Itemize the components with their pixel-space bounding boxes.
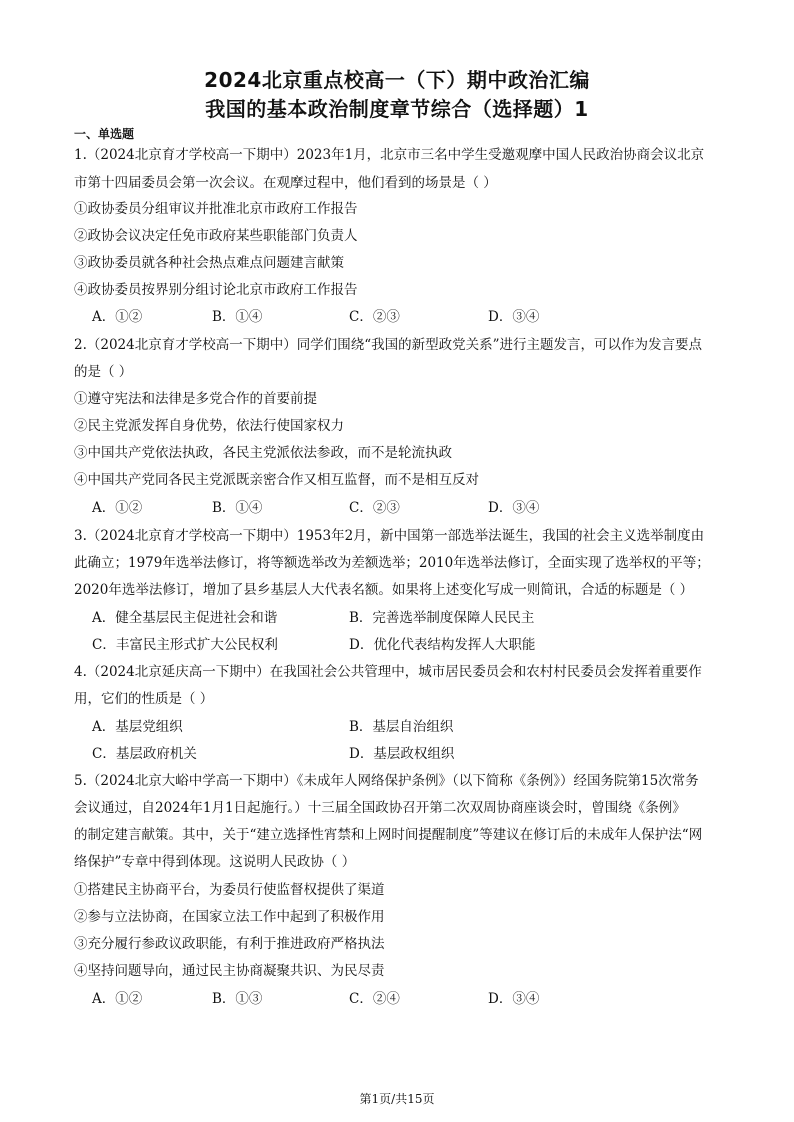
q4-option-c[interactable]: C．基层政府机关 (92, 746, 197, 762)
q5-option-b[interactable]: B．①③ (212, 991, 263, 1007)
q1-statement: ②政协会议决定任免市政府某些职能部门负责人 (74, 228, 358, 244)
q1-statement: ①政协委员分组审议并批准北京市政府工作报告 (74, 201, 358, 217)
q3-stem: 3.（2024北京育才学校高一下期中）1953年2月，新中国第一部选举法诞生，我国的社会主义选举制度由 (74, 528, 705, 544)
q4-stem: 4.（2024北京延庆高一下期中）在我国社会公共管理中，城市居民委员会和农村村民委员会发挥着重要作 (74, 664, 702, 680)
q5-stem: 络保护”专章中得到体现。这说明人民政协（ ） (74, 854, 356, 870)
q5-statement: ②参与立法协商，在国家立法工作中起到了积极作用 (74, 909, 385, 925)
q5-stem: 会议通过，自2024年1月1日起施行。）十三届全国政协召开第二次双周协商座谈会时，曾围绕《条例》 (74, 800, 686, 816)
q2-stem: 的是（ ） (74, 364, 133, 380)
document-title: 2024北京重点校高一（下）期中政治汇编 (204, 68, 590, 92)
q3-option-c[interactable]: C．丰富民主形式扩大公民权利 (92, 637, 278, 653)
q4-option-b[interactable]: B．基层自治组织 (349, 719, 454, 735)
q5-option-c[interactable]: C．②④ (349, 991, 400, 1007)
q3-stem: 2020年选举法修订，增加了县乡基层人大代表名额。如果将上述变化写成一则简讯，合适的标题是（ ） (74, 582, 694, 598)
page-number: 第1页/共15页 (359, 1092, 435, 1106)
q2-option-d[interactable]: D．③④ (488, 500, 540, 516)
q4-stem: 用，它们的性质是（ ） (74, 691, 214, 707)
q1-option-c[interactable]: C．②③ (349, 309, 400, 325)
q3-option-a[interactable]: A．健全基层民主促进社会和谐 (92, 610, 278, 626)
q5-option-d[interactable]: D．③④ (488, 991, 540, 1007)
q1-statement: ③政协委员就各种社会热点难点问题建言献策 (74, 255, 344, 271)
q1-option-b[interactable]: B．①④ (212, 309, 263, 325)
q4-option-a[interactable]: A．基层党组织 (92, 719, 183, 735)
q3-stem: 此确立；1979年选举法修订，将等额选举改为差额选举；2010年选举法修订，全面实现了选举权的平等； (74, 555, 710, 571)
q2-statement: ①遵守宪法和法律是多党合作的首要前提 (74, 391, 317, 407)
q5-stem: 5.（2024北京大峪中学高一下期中）《未成年人网络保护条例》（以下简称《条例》）经国务院第15次常务 (74, 773, 699, 789)
q2-statement: ②民主党派发挥自身优势，依法行使国家权力 (74, 418, 344, 434)
q5-statement: ③充分履行参政议政职能，有利于推进政府严格执法 (74, 936, 385, 952)
section-heading: 一、单选题 (74, 127, 135, 141)
document-subtitle: 我国的基本政治制度章节综合（选择题）1 (205, 97, 589, 121)
q2-option-a[interactable]: A．①② (92, 500, 143, 516)
q5-statement: ④坚持问题导向，通过民主协商凝聚共识、为民尽责 (74, 963, 385, 979)
q3-option-b[interactable]: B．完善选举制度保障人民民主 (349, 610, 535, 626)
q2-option-c[interactable]: C．②③ (349, 500, 400, 516)
q1-option-d[interactable]: D．③④ (488, 309, 540, 325)
q1-statement: ④政协委员按界别分组讨论北京市政府工作报告 (74, 282, 358, 298)
q2-stem: 2.（2024北京育才学校高一下期中）同学们围绕“我国的新型政党关系”进行主题发言，可以作为发言要点 (74, 337, 703, 353)
q2-statement: ④中国共产党同各民主党派既亲密合作又相互监督，而不是相互反对 (74, 472, 479, 488)
q5-option-a[interactable]: A．①② (92, 991, 143, 1007)
q3-option-d[interactable]: D．优化代表结构发挥人大职能 (349, 637, 536, 653)
q1-stem: 1.（2024北京育才学校高一下期中）2023年1月，北京市三名中学生受邀观摩中国人民政治协商会议北京 (74, 147, 705, 163)
q5-statement: ①搭建民主协商平台，为委员行使监督权提供了渠道 (74, 882, 385, 898)
q1-stem: 市第十四届委员会第一次会议。在观摩过程中，他们看到的场景是（ ） (74, 175, 497, 191)
q4-option-d[interactable]: D．基层政权组织 (349, 746, 455, 762)
q2-statement: ③中国共产党依法执政，各民主党派依法参政，而不是轮流执政 (74, 445, 452, 461)
q2-option-b[interactable]: B．①④ (212, 500, 263, 516)
q1-option-a[interactable]: A．①② (92, 309, 143, 325)
q5-stem: 的制定建言献策。其中，关于“建立选择性宵禁和上网时间提醒制度”等建议在修订后的未成年人保护法“网 (74, 827, 703, 843)
